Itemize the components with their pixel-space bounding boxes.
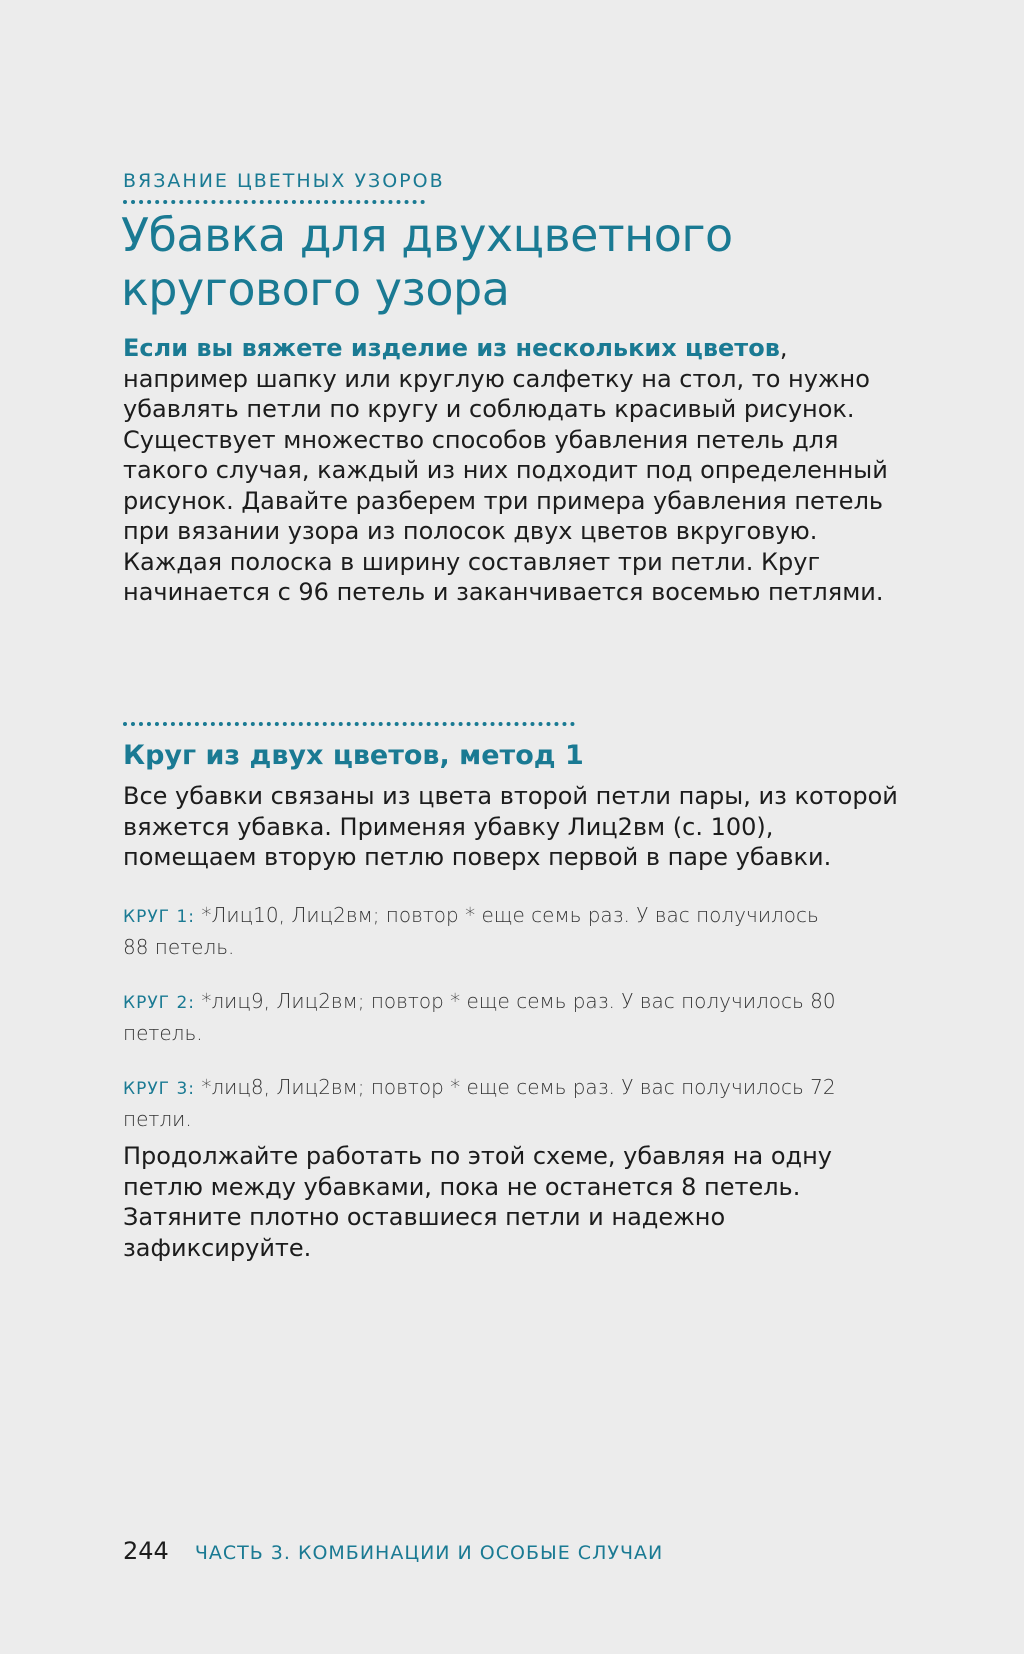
page-number: 244 [123,1537,169,1565]
intro-lead: Если вы вяжете изделие из нескольких цветов [123,334,780,362]
page-title: Убавка для двухцветного кругового узора [121,208,733,316]
round-instruction [123,986,843,1048]
round-instruction [123,900,843,962]
closing-paragraph: Продолжайте работать по этой схеме, убавляя на одну петлю между убавками, пока не останется 8 петель. Затяните плотно оставшиеся петли и надежно зафиксируйте. [123,1142,833,1262]
round-label: КРУГ 1: [123,907,195,927]
section-label: ВЯЗАНИЕ ЦВЕТНЫХ УЗОРОВ [123,170,445,192]
round-text: *лиц9, Лиц2вм; повтор * еще семь раз. У вас получилось 80 петель. [123,989,836,1045]
round-label: КРУГ 3: [123,1079,195,1099]
dotted-divider-section [123,722,575,726]
dotted-divider-top [123,200,425,204]
round-text: *лиц8, Лиц2вм; повтор * еще семь раз. У вас получилось 72 петли. [123,1075,836,1131]
running-head: ЧАСТЬ 3. КОМБИНАЦИИ И ОСОБЫЕ СЛУЧАИ [194,1542,664,1564]
intro-paragraph [123,333,903,608]
page-footer [123,1537,663,1565]
round-label: КРУГ 2: [123,993,195,1013]
intro-body: , например шапку или круглую салфетку на стол, то нужно убавлять петли по кругу и соблюдать красивый рисунок. Существует множество способов убавления петель для такого случая, каждый из них подходит под определенный рисунок. Давайте разберем три примера убавления петель при вязании узора из полосок двух цветов вкруговую. Каждая полоска в ширину составляет три петли. Круг начинается с 96 петель и заканчивается восемью петлями. [123,334,888,606]
method-title: Круг из двух цветов, метод 1 [123,740,584,771]
method-description: Все убавки связаны из цвета второй петли пары, из которой вяжется убавка. Применяя убавку Лиц2вм (с. 100), помещаем вторую петлю поверх первой в паре убавки. [123,782,898,871]
round-text: *Лиц10, Лиц2вм; повтор * еще семь раз. У вас получилось 88 петель. [123,903,819,959]
round-instruction [123,1072,843,1134]
